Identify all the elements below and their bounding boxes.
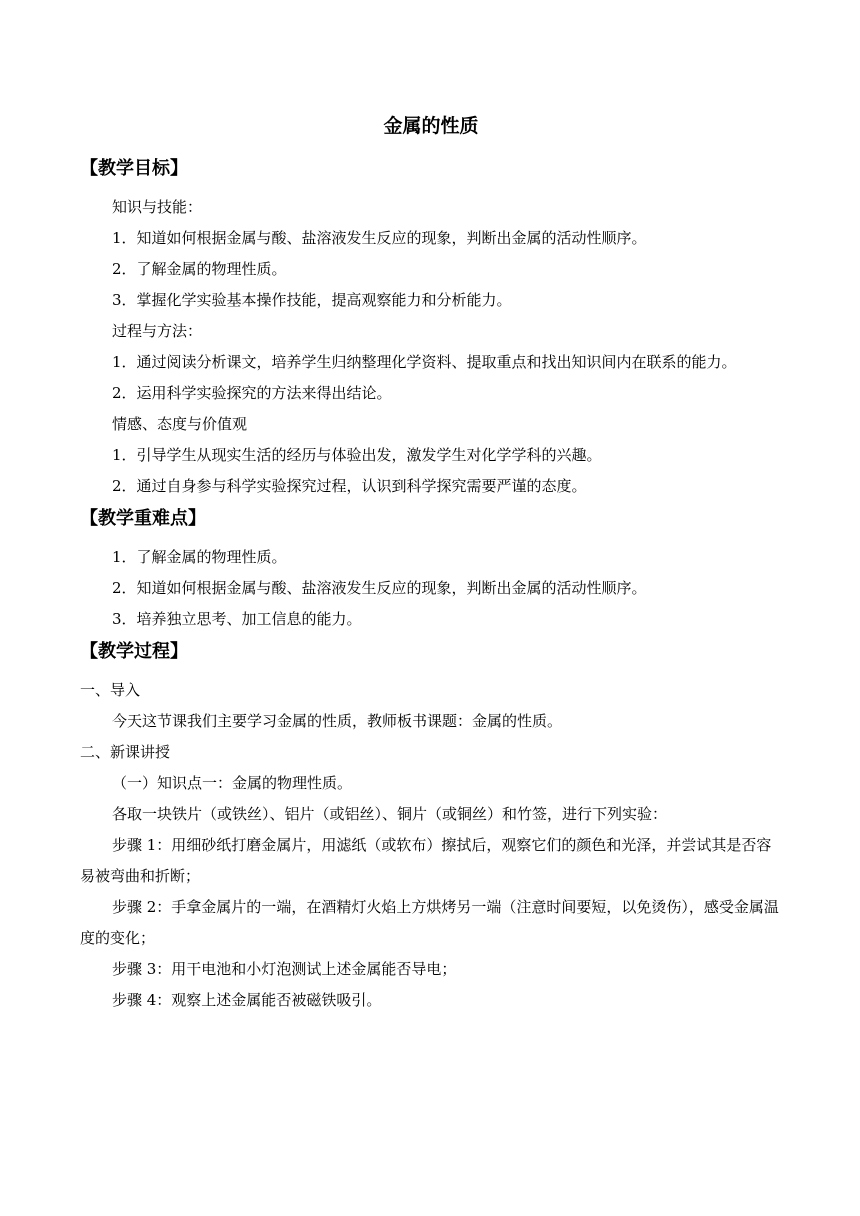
part-text: 今天这节课我们主要学习金属的性质，教师板书课题：金属的性质。	[112, 712, 563, 730]
process-item: 2．运用科学实验探究的方法来得出结论。	[112, 384, 392, 402]
subsection-title: （一）知识点一：金属的物理性质。	[112, 774, 353, 792]
process-item: 1．通过阅读分析课文，培养学生归纳整理化学资料、提取重点和找出知识间内在联系的能力。	[112, 353, 737, 371]
key-point-item: 3．培养独立思考、加工信息的能力。	[112, 610, 362, 628]
experiment-step: 步骤 1：用细砂纸打磨金属片，用滤纸（或软布）擦拭后，观察它们的颜色和光泽，并尝试其是否容易被弯曲和折断；	[80, 836, 772, 885]
emotion-item: 2．通过自身参与科学实验探究过程，认识到科学探究需要严谨的态度。	[112, 477, 587, 495]
key-point-item: 2．知道如何根据金属与酸、盐溶液发生反应的现象，判断出金属的活动性顺序。	[112, 579, 647, 597]
knowledge-item: 1．知道如何根据金属与酸、盐溶液发生反应的现象，判断出金属的活动性顺序。	[112, 229, 647, 247]
experiment-step: 步骤 2：手拿金属片的一端，在酒精灯火焰上方烘烤另一端（注意时间要短，以免烫伤），感受金属温度的变化；	[80, 898, 779, 947]
experiment-intro: 各取一块铁片（或铁丝）、铝片（或铝丝）、铜片（或铜丝）和竹签，进行下列实验：	[112, 805, 668, 823]
process-label: 过程与方法：	[112, 322, 203, 340]
experiment-step: 步骤 4：观察上述金属能否被磁铁吸引。	[112, 991, 382, 1009]
emotion-label: 情感、态度与价值观	[112, 415, 248, 433]
knowledge-item: 3．掌握化学实验基本操作技能，提高观察能力和分析能力。	[112, 291, 512, 309]
key-point-item: 1．了解金属的物理性质。	[112, 548, 287, 566]
section-heading-key-points: 【教学重难点】	[80, 508, 206, 529]
knowledge-item: 2．了解金属的物理性质。	[112, 260, 287, 278]
part-title: 二、新课讲授	[80, 743, 171, 761]
section-heading-process: 【教学过程】	[80, 641, 188, 662]
emotion-item: 1．引导学生从现实生活的经历与体验出发，激发学生对化学学科的兴趣。	[112, 446, 602, 464]
section-heading-objectives: 【教学目标】	[80, 158, 188, 179]
experiment-step: 步骤 3：用干电池和小灯泡测试上述金属能否导电；	[112, 960, 457, 978]
page-title: 金属的性质	[383, 115, 479, 137]
knowledge-label: 知识与技能：	[112, 198, 203, 216]
part-title: 一、导入	[80, 681, 141, 699]
